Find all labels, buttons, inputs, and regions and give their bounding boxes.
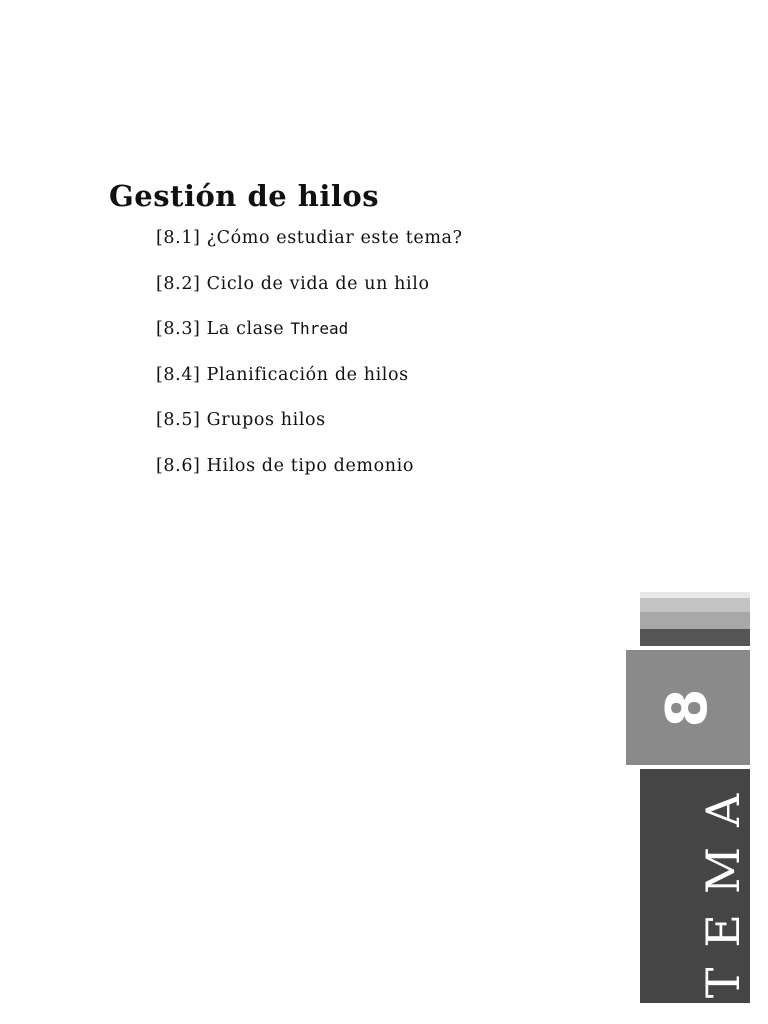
toc-item-text: La clase	[206, 319, 291, 339]
toc-item-code: Thread	[290, 319, 349, 338]
tema-tab	[640, 769, 750, 1003]
page-title: Gestión de hilos	[109, 179, 380, 214]
toc-item-8-5[interactable]	[156, 408, 463, 454]
toc-item-number: [8.4]	[156, 364, 201, 385]
toc-item-number: [8.5]	[156, 410, 201, 430]
toc-item-number: [8.6]	[156, 455, 201, 476]
toc-item-8-3[interactable]	[156, 317, 463, 363]
toc-item-8-2[interactable]	[156, 272, 463, 318]
toc-item-text: Ciclo de vida de un hilo	[206, 273, 430, 294]
decorative-strip-dark	[640, 629, 750, 646]
chapter-number: 8	[655, 688, 720, 727]
toc-item-text: Grupos hilos	[206, 410, 326, 430]
toc-item-text: Hilos de tipo demonio	[206, 455, 414, 476]
toc-item-number: [8.1]	[156, 228, 201, 248]
chapter-number-tab	[626, 650, 750, 765]
decorative-strip-mid	[640, 612, 750, 629]
toc-item-text: Planificación de hilos	[206, 364, 409, 385]
toc-item-8-1[interactable]	[156, 226, 463, 272]
decorative-strip-mid-light	[640, 598, 750, 612]
toc-item-number: [8.3]	[156, 319, 201, 339]
toc-item-8-4[interactable]	[156, 363, 463, 409]
toc-item-8-6[interactable]	[156, 454, 463, 500]
tema-label: TEMA	[696, 773, 750, 999]
toc-item-text: ¿Cómo estudiar este tema?	[206, 228, 463, 248]
table-of-contents	[156, 226, 463, 499]
toc-item-number: [8.2]	[156, 273, 201, 294]
